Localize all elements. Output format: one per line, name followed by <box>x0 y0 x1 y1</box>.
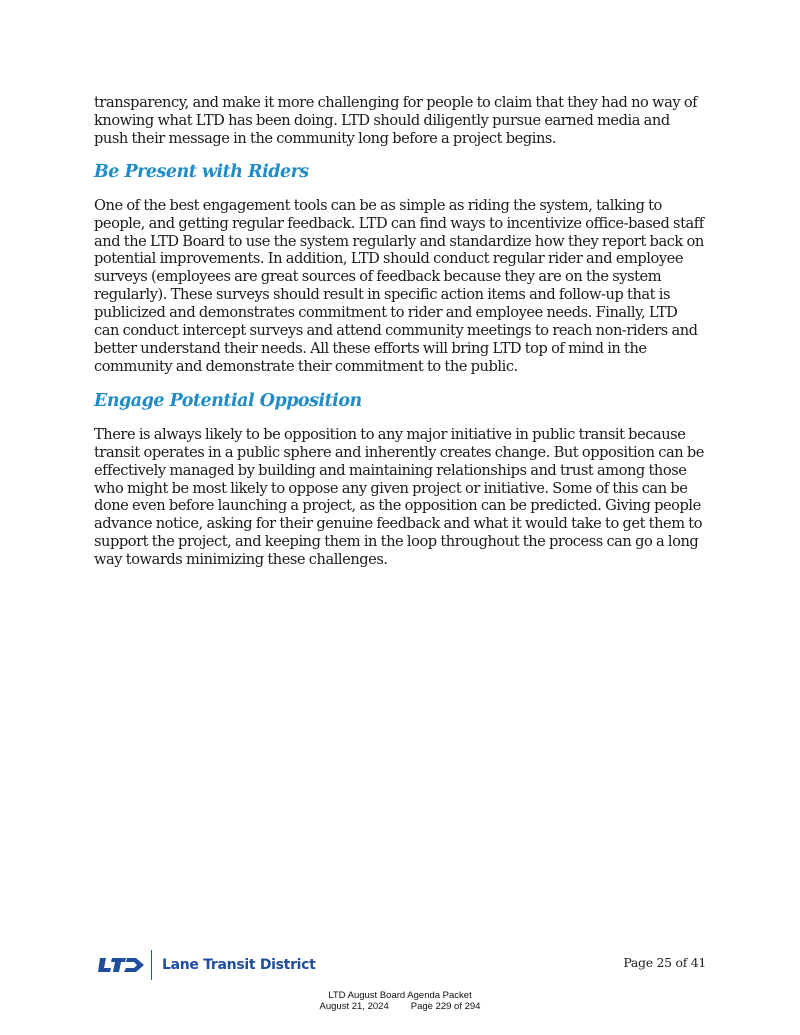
heading-engage-potential-opposition: Engage Potential Opposition <box>94 390 362 411</box>
heading-be-present-with-riders: Be Present with Riders <box>94 161 309 182</box>
paragraph-riders: One of the best engagement tools can be as simple as riding the system, talking to people, and getting regular feedback. LTD can find ways to incentivize office-based staff and the LTD Board to use the system regularly and standardize how they report back on potential improvements. In addition, LTD should conduct regular rider and employee surveys (employees are great sources of feedback because they are on the system regularly). These surveys should result in specific action items and follow-up that is publicized and demonstrates commitment to rider and employee needs. Finally, LTD can conduct intercept surveys and attend community meetings to reach non-riders and better understand their needs. All these efforts will bring LTD top of mind in the community and demonstrate their commitment to the public. <box>94 196 704 375</box>
page-number: Page 25 of 41 <box>623 955 706 970</box>
packet-date-line <box>0 1001 800 1012</box>
packet-date: August 21, 2024 <box>319 1001 389 1012</box>
paragraph-earned-media: transparency, and make it more challenging for people to claim that they had no way of knowing what LTD has been doing. LTD should diligently pursue earned media and push their message in the community long before a project begins. <box>94 94 698 147</box>
ltd-logo-icon <box>97 956 145 974</box>
logo-divider <box>151 950 152 980</box>
document-body <box>94 94 706 569</box>
packet-info <box>0 990 800 1012</box>
packet-page: Page 229 of 294 <box>410 1001 481 1012</box>
ltd-logo <box>97 950 316 980</box>
packet-title: LTD August Board Agenda Packet <box>328 990 472 1001</box>
organization-name: Lane Transit District <box>162 957 316 973</box>
paragraph-opposition: There is always likely to be opposition to any major initiative in public transit because transit operates in a public sphere and inherently creates change. But opposition can be effectively managed by building and maintaining relationships and trust among those who might be most likely to oppose any given project or initiative. Some of this can be done even before launching a project, as the opposition can be predicted. Giving people advance notice, asking for their genuine feedback and what it would take to get them to support the project, and keeping them in the loop throughout the process can go a long way towards minimizing these challenges. <box>94 425 704 569</box>
